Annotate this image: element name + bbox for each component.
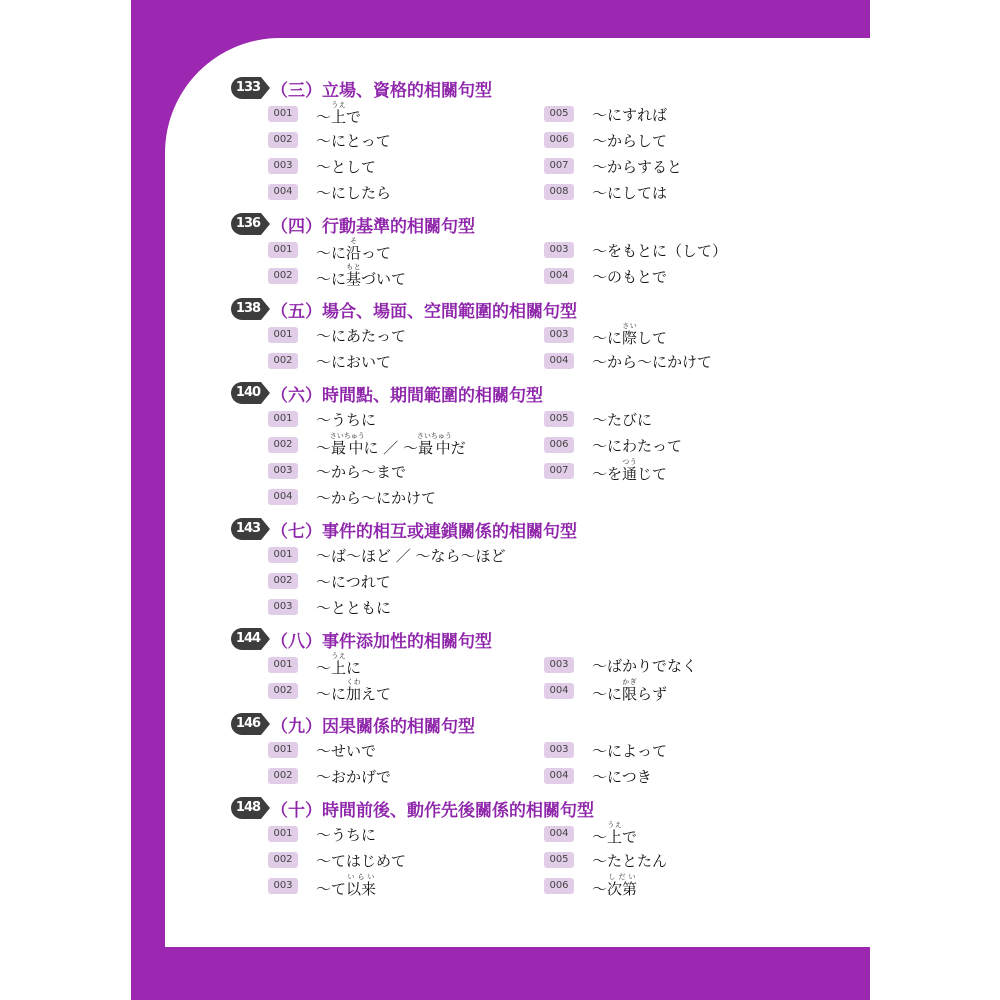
pattern-text: ～のもとで [592,267,668,286]
list-item [268,821,376,847]
grammar-pattern [316,487,436,508]
pattern-text: ～を [592,465,623,483]
kanji-base: 通 [622,465,638,483]
grammar-pattern [592,182,667,203]
grammar-pattern [592,104,667,125]
pattern-text: ～にしては [592,183,668,202]
kanji-base: 上 [331,108,347,126]
item-number-badge: 003 [544,242,574,258]
item-number-badge: 003 [268,158,298,174]
item-number-badge: 007 [544,463,574,479]
grammar-pattern [592,655,697,676]
pattern-text: らず [637,685,668,703]
page-number: 143 [235,521,261,536]
item-number-badge: 001 [268,327,298,343]
item-number-badge: 004 [544,353,574,369]
furigana-word [346,678,362,703]
grammar-pattern [316,101,361,127]
grammar-pattern [316,263,406,289]
item-number-badge: 001 [268,242,298,258]
grammar-pattern [592,740,667,761]
pattern-text: ～につき [592,767,652,786]
item-number-badge: 001 [268,547,298,563]
item-number-badge: 002 [268,573,298,589]
furigana-reading: くわ [346,678,362,686]
grammar-pattern [592,322,667,348]
item-number-badge: 004 [544,683,574,699]
section-heading [231,209,475,239]
item-number-badge: 004 [544,826,574,842]
page-number: 138 [235,301,261,316]
page-number: 146 [235,716,261,731]
grammar-pattern [316,740,376,761]
furigana-word [346,237,362,262]
grammar-pattern [316,597,391,618]
list-item [268,237,391,263]
furigana-word [331,652,347,677]
list-item [544,153,682,179]
page-number-marker [231,298,261,320]
section-title: （六）時間點、期間範圍的相關句型 [271,385,543,406]
pattern-text: ～て [316,880,347,898]
pattern-text: ～から～まで [316,462,407,481]
list-item [268,594,391,620]
pattern-text: ～から～にかけて [316,488,437,507]
list-item [544,348,712,374]
item-number-badge: 001 [268,411,298,427]
kanji-base: 加 [346,685,362,703]
list-item [544,237,727,263]
grammar-pattern [316,850,406,871]
list-item [268,348,391,374]
page-number-marker [231,213,261,235]
grammar-pattern [316,824,376,845]
list-item [268,101,361,127]
list-item [268,153,376,179]
item-number-badge: 007 [544,158,574,174]
grammar-pattern [592,130,667,151]
item-number-badge: 005 [544,411,574,427]
furigana-word [622,678,638,703]
item-number-badge: 004 [268,489,298,505]
pattern-text: に ／ ～ [363,439,419,457]
item-number-badge: 003 [268,463,298,479]
list-item [544,847,667,873]
item-number-badge: 002 [268,852,298,868]
pattern-text: ～ばかりでなく [592,656,698,675]
item-number-badge: 003 [544,742,574,758]
pattern-text: ～に [316,270,347,288]
kanji-base: 以来 [346,880,377,898]
pattern-text: ～たびに [592,410,653,429]
list-item [544,406,652,432]
item-number-badge: 005 [544,852,574,868]
item-number-badge: 002 [268,353,298,369]
pattern-text: ～せいで [316,741,377,760]
furigana-word [607,873,638,898]
pattern-text: ～ [316,659,332,677]
list-item [544,432,682,458]
page-number: 144 [235,631,261,646]
list-item [544,763,652,789]
item-number-badge: 004 [544,268,574,284]
item-number-badge: 001 [268,106,298,122]
grammar-pattern [316,156,376,177]
list-item [544,127,667,153]
item-number-badge: 004 [268,184,298,200]
furigana-reading: いらい [346,873,377,881]
list-item [544,821,637,847]
pattern-text: ～ [316,439,332,457]
page-number-marker [231,713,261,735]
kanji-base: 限 [622,685,638,703]
list-item [268,179,391,205]
furigana-word [331,101,347,126]
page-number-marker [231,518,261,540]
furigana-reading: つう [622,458,638,466]
furigana-reading: さい [622,322,638,330]
item-number-badge: 006 [544,878,574,894]
item-number-badge: 006 [544,132,574,148]
grammar-pattern [592,766,652,787]
section-title: （五）場合、場面、空間範圍的相關句型 [271,301,577,322]
item-number-badge: 002 [268,683,298,699]
item-number-badge: 001 [268,826,298,842]
section-title: （九）因果關係的相關句型 [271,716,475,737]
pattern-text: ～からすると [592,157,683,176]
item-number-badge: 003 [268,599,298,615]
item-number-badge: 001 [268,742,298,758]
pattern-text: えて [361,685,392,703]
furigana-reading: うえ [331,101,347,109]
grammar-pattern [592,240,727,261]
list-item [544,873,637,899]
pattern-text: じて [637,465,668,483]
page-number: 133 [235,80,261,95]
pattern-text: ～ [592,880,608,898]
pattern-text: ～ [592,828,608,846]
kanji-base: 次第 [607,880,638,898]
list-item [268,737,376,763]
item-number-badge: 003 [268,878,298,894]
list-item [544,322,667,348]
grammar-pattern [316,545,506,566]
grammar-pattern [316,325,406,346]
list-item [544,179,667,205]
furigana-word [622,322,638,347]
grammar-pattern [316,652,361,678]
item-number-badge: 001 [268,657,298,673]
grammar-pattern [592,821,637,847]
pattern-text: して [637,329,668,347]
section-heading [231,294,577,324]
grammar-pattern [592,678,667,704]
pattern-text: ～に [592,329,623,347]
grammar-pattern [592,156,682,177]
pattern-text: ～うちに [316,825,377,844]
furigana-word [416,432,452,457]
furigana-reading: しだい [607,873,638,881]
pattern-text: ～に [316,244,347,262]
list-item [544,458,667,484]
furigana-reading: そ [346,237,362,245]
pattern-text: に [346,659,362,677]
furigana-word [329,432,365,457]
kanji-base: 際 [622,329,638,347]
list-item [268,847,406,873]
pattern-text: って [361,244,392,262]
list-item [268,432,466,458]
list-item [268,484,436,510]
pattern-text: づいて [361,270,407,288]
grammar-pattern [316,130,391,151]
list-item [544,678,667,704]
pattern-text: だ [450,439,466,457]
kanji-base: 最中 [416,439,452,457]
section-heading [231,793,594,823]
furigana-word [346,263,362,288]
pattern-text: ～にわたって [592,436,683,455]
grammar-pattern [592,409,652,430]
list-item [268,873,376,899]
item-number-badge: 002 [268,768,298,784]
kanji-base: 上 [331,659,347,677]
item-number-badge: 005 [544,106,574,122]
grammar-pattern [316,409,376,430]
page-number: 136 [235,216,261,231]
furigana-reading: さいちゅう [329,432,365,440]
section-heading [231,73,492,103]
section-title: （八）事件添加性的相關句型 [271,631,492,652]
pattern-text: ～からして [592,131,668,150]
pattern-text: ～ば～ほど ／ ～なら～ほど [316,546,506,565]
grammar-pattern [592,266,667,287]
page-number: 140 [235,385,261,400]
pattern-text: ～にすれば [592,105,668,124]
pattern-text: ～たとたん [592,851,668,870]
list-item [544,737,667,763]
page-number-marker [231,628,261,650]
list-item [268,678,391,704]
page-number: 148 [235,800,261,815]
kanji-base: 最中 [329,439,365,457]
section-heading [231,378,543,408]
pattern-text: ～から～にかけて [592,352,713,371]
item-number-badge: 002 [268,437,298,453]
section-title: （十）時間前後、動作先後關係的相關句型 [271,800,594,821]
item-number-badge: 006 [544,437,574,453]
item-number-badge: 003 [544,657,574,673]
grammar-pattern [316,571,391,592]
pattern-text: ～ [316,108,332,126]
grammar-pattern [592,458,667,484]
pattern-text: ～に [592,685,623,703]
list-item [544,263,667,289]
pattern-text: ～にとって [316,131,391,150]
grammar-pattern [316,432,466,458]
furigana-word [607,821,623,846]
furigana-word [346,873,377,898]
item-number-badge: 003 [544,327,574,343]
grammar-pattern [592,873,637,899]
pattern-text: ～とともに [316,598,392,617]
grammar-pattern [316,351,391,372]
grammar-pattern [316,237,391,263]
grammar-pattern [316,766,391,787]
grammar-pattern [316,873,376,899]
item-number-badge: 002 [268,268,298,284]
pattern-text: ～をもとに（して） [592,241,728,260]
grammar-pattern [316,678,391,704]
furigana-reading: うえ [607,821,623,829]
pattern-text: ～に [316,685,347,703]
list-item [268,763,391,789]
section-title: （三）立場、資格的相關句型 [271,80,492,101]
section-title: （七）事件的相互或連鎖關係的相關句型 [271,521,577,542]
pattern-text: ～にしたら [316,183,392,202]
grammar-pattern [592,850,667,871]
list-item [268,127,391,153]
list-item [268,652,361,678]
furigana-reading: もと [346,263,362,271]
pattern-text: ～おかげで [316,767,392,786]
pattern-text: ～てはじめて [316,851,407,870]
grammar-pattern [316,182,391,203]
pattern-text: で [622,828,638,846]
section-heading [231,624,492,654]
section-heading [231,514,577,544]
furigana-reading: うえ [331,652,347,660]
pattern-text: ～うちに [316,410,377,429]
kanji-base: 沿 [346,244,362,262]
list-item [544,652,697,678]
list-item [268,542,506,568]
furigana-reading: かぎ [622,678,638,686]
list-item [268,322,406,348]
grammar-pattern [592,351,712,372]
list-item [268,263,406,289]
item-number-badge: 004 [544,768,574,784]
page-number-marker [231,382,261,404]
page-number-marker [231,77,261,99]
pattern-text: ～として [316,157,377,176]
furigana-reading: さいちゅう [416,432,452,440]
pattern-text: ～によって [592,741,668,760]
pattern-text: ～にあたって [316,326,407,345]
kanji-base: 基 [346,270,362,288]
list-item [268,406,376,432]
item-number-badge: 002 [268,132,298,148]
grammar-pattern [592,435,682,456]
pattern-text: で [346,108,362,126]
pattern-text: ～につれて [316,572,391,591]
section-heading [231,709,475,739]
list-item [268,568,391,594]
grammar-pattern [316,461,406,482]
furigana-word [622,458,638,483]
page-number-marker [231,797,261,819]
list-item [268,458,406,484]
list-item [544,101,667,127]
item-number-badge: 008 [544,184,574,200]
kanji-base: 上 [607,828,623,846]
pattern-text: ～において [316,352,392,371]
section-title: （四）行動基準的相關句型 [271,216,475,237]
